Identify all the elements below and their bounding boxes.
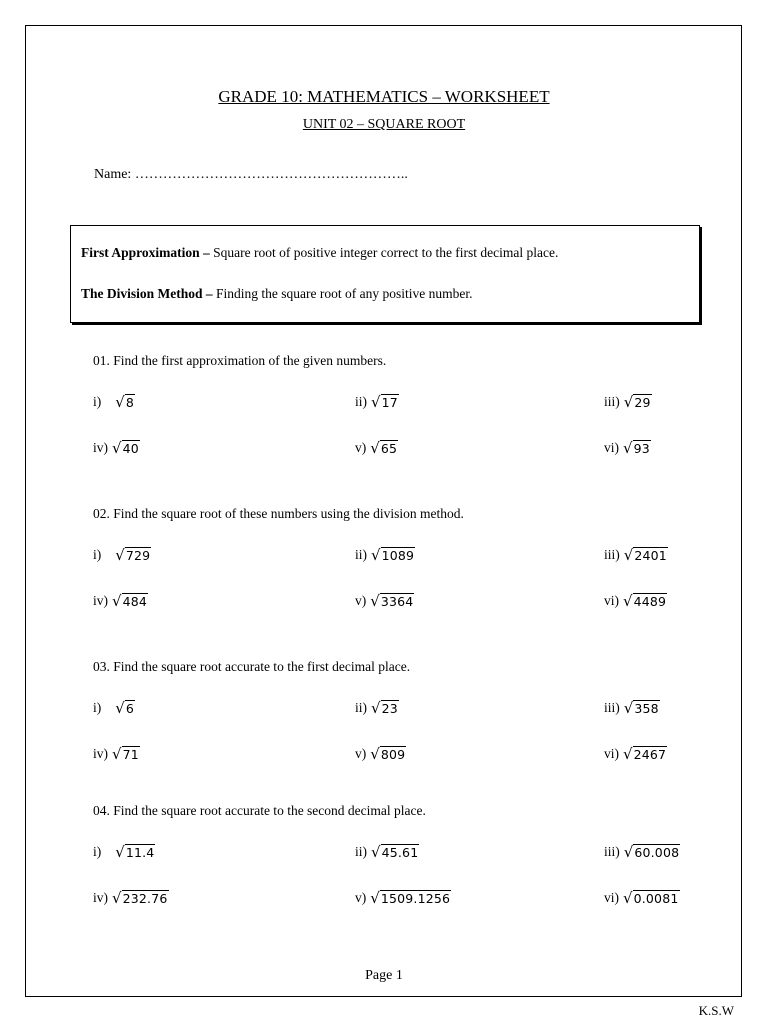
problem-item — [355, 890, 451, 906]
radicand-value: 729 — [125, 548, 151, 564]
worksheet-title: GRADE 10: MATHEMATICS – WORKSHEET — [218, 87, 550, 106]
radicand-value: 45.61 — [381, 845, 419, 861]
problem-item — [604, 547, 668, 563]
radical-sign-icon: √ — [623, 546, 634, 564]
radical-sign-icon: √ — [115, 546, 125, 564]
definition-text: Finding the square root of any positive number. — [212, 286, 473, 301]
radicand-value: 4489 — [633, 594, 667, 610]
radicand-value: 23 — [381, 701, 398, 717]
square-root-expression — [624, 394, 652, 410]
radical-sign-icon: √ — [112, 439, 122, 457]
square-root-expression — [624, 844, 681, 860]
worksheet-subtitle: UNIT 02 – SQUARE ROOT — [302, 117, 466, 132]
square-root-expression — [623, 890, 680, 906]
radicand-value: 65 — [380, 441, 398, 457]
problem-item — [604, 746, 667, 762]
square-root-expression — [370, 890, 451, 906]
definition-division-method — [81, 286, 472, 302]
square-root-expression — [371, 700, 399, 716]
problem-item — [604, 890, 680, 906]
radical-sign-icon: √ — [112, 592, 122, 610]
radical-sign-icon: √ — [371, 546, 381, 564]
square-root-expression — [112, 746, 140, 762]
radical-sign-icon: √ — [371, 699, 381, 717]
radicand-value: 232.76 — [122, 891, 168, 907]
definition-first-approximation — [81, 245, 558, 261]
square-root-expression — [112, 593, 148, 609]
problem-item — [604, 394, 652, 410]
problem-item — [355, 746, 406, 762]
radicand-value: 71 — [122, 747, 139, 763]
radical-sign-icon: √ — [370, 439, 380, 457]
radicand-value: 358 — [634, 701, 659, 717]
problem-item — [355, 593, 414, 609]
problem-item — [355, 700, 399, 716]
question-prompt: 03. Find the square root accurate to the first decimal place. — [93, 659, 411, 674]
question-prompt: 02. Find the square root of these numbers using the division method. — [93, 506, 464, 521]
square-root-expression — [623, 593, 667, 609]
problem-item — [93, 394, 135, 410]
square-root-expression — [370, 440, 398, 456]
radicand-value: 1089 — [381, 548, 415, 564]
definition-term: The Division Method – — [81, 286, 213, 301]
problem-item — [604, 700, 660, 716]
problem-item — [93, 440, 140, 456]
radical-sign-icon: √ — [115, 843, 125, 861]
problem-item — [604, 440, 651, 456]
radicand-value: 17 — [381, 395, 398, 411]
radical-sign-icon: √ — [371, 393, 381, 411]
problem-label: i) — [93, 547, 102, 562]
problem-label: ii) — [355, 700, 367, 715]
square-root-expression — [112, 890, 169, 906]
radicand-value: 3364 — [380, 594, 414, 610]
square-root-expression — [115, 547, 151, 563]
problem-label: v) — [355, 440, 367, 455]
radical-sign-icon: √ — [371, 843, 381, 861]
radical-sign-icon: √ — [623, 699, 634, 717]
radicand-value: 93 — [633, 441, 650, 457]
problem-item — [93, 593, 148, 609]
problem-item — [93, 547, 151, 563]
problem-label: iv) — [93, 890, 108, 905]
problem-item — [604, 844, 680, 860]
problem-item — [93, 700, 135, 716]
radical-sign-icon: √ — [112, 889, 122, 907]
square-root-expression — [371, 547, 415, 563]
radicand-value: 29 — [634, 395, 651, 411]
radicand-value: 1509.1256 — [380, 891, 451, 907]
problem-label: vi) — [604, 593, 619, 608]
square-root-expression — [115, 700, 135, 716]
problem-label: v) — [355, 746, 367, 761]
problem-item — [355, 440, 398, 456]
radical-sign-icon: √ — [623, 393, 634, 411]
page-number: Page 1 — [365, 968, 403, 983]
radicand-value: 60.008 — [634, 845, 680, 861]
radical-sign-icon: √ — [370, 745, 380, 763]
radical-sign-icon: √ — [115, 699, 125, 717]
square-root-expression — [370, 593, 414, 609]
problem-label: iii) — [604, 700, 620, 715]
square-root-expression — [115, 394, 135, 410]
definition-text: Square root of positive integer correct to the first decimal place. — [209, 245, 559, 260]
radical-sign-icon: √ — [623, 592, 633, 610]
problem-item — [93, 844, 155, 860]
problem-label: iv) — [93, 746, 108, 761]
radicand-value: 2401 — [634, 548, 667, 564]
square-root-expression — [370, 746, 406, 762]
radical-sign-icon: √ — [112, 745, 122, 763]
radical-sign-icon: √ — [623, 843, 634, 861]
square-root-expression — [371, 394, 399, 410]
problem-label: iv) — [93, 440, 108, 455]
radicand-value: 40 — [122, 441, 139, 457]
problem-label: ii) — [355, 844, 367, 859]
radical-sign-icon: √ — [115, 393, 125, 411]
definitions-box — [70, 225, 700, 323]
radical-sign-icon: √ — [370, 592, 380, 610]
problem-label: iv) — [93, 593, 108, 608]
radical-sign-icon: √ — [623, 745, 633, 763]
problem-item — [604, 593, 667, 609]
problem-item — [93, 890, 169, 906]
square-root-expression — [623, 746, 667, 762]
name-field: Name: ………………………………………………….. — [94, 167, 408, 182]
radicand-value: 809 — [380, 747, 406, 763]
problem-label: vi) — [604, 890, 619, 905]
square-root-expression — [371, 844, 419, 860]
radicand-value: 6 — [125, 701, 134, 717]
square-root-expression — [112, 440, 140, 456]
square-root-expression — [624, 547, 668, 563]
problem-label: iii) — [604, 844, 620, 859]
author-initials: K.S.W — [698, 1003, 734, 1018]
question-prompt: 04. Find the square root accurate to the second decimal place. — [93, 803, 426, 818]
problem-label: v) — [355, 890, 367, 905]
problem-label: ii) — [355, 547, 367, 562]
radicand-value: 484 — [122, 594, 148, 610]
problem-label: i) — [93, 700, 102, 715]
problem-label: v) — [355, 593, 367, 608]
problem-label: vi) — [604, 440, 619, 455]
radicand-value: 2467 — [633, 747, 667, 763]
problem-label: iii) — [604, 394, 620, 409]
question-prompt: 01. Find the first approximation of the given numbers. — [93, 353, 387, 368]
square-root-expression — [624, 700, 660, 716]
problem-label: vi) — [604, 746, 619, 761]
radicand-value: 8 — [125, 395, 134, 411]
radicand-value: 11.4 — [125, 845, 155, 861]
problem-label: iii) — [604, 547, 620, 562]
problem-item — [355, 394, 399, 410]
radical-sign-icon: √ — [370, 889, 380, 907]
definition-term: First Approximation – — [81, 245, 210, 260]
problem-label: ii) — [355, 394, 367, 409]
problem-label: i) — [93, 844, 102, 859]
problem-item — [93, 746, 140, 762]
radical-sign-icon: √ — [623, 439, 633, 457]
square-root-expression — [623, 440, 651, 456]
problem-label: i) — [93, 394, 102, 409]
radicand-value: 0.0081 — [633, 891, 679, 907]
square-root-expression — [115, 844, 155, 860]
radical-sign-icon: √ — [623, 889, 633, 907]
problem-item — [355, 547, 415, 563]
problem-item — [355, 844, 419, 860]
